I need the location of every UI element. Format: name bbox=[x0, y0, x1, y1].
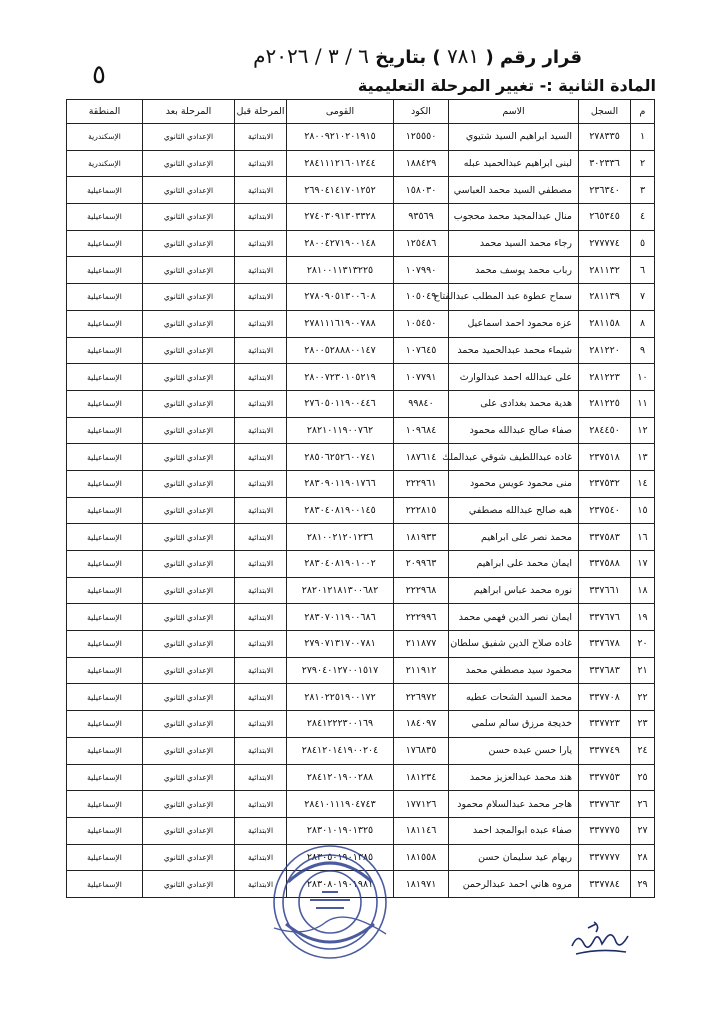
header-stage-after: المرحلة بعد bbox=[143, 100, 235, 124]
row-stage-after: الإعدادي الثانوي bbox=[143, 204, 235, 231]
row-national-id: ٢٨٢١٠١١٩٠٠٧٦٢ bbox=[287, 417, 394, 444]
row-stage-before: الابتدائية bbox=[235, 284, 287, 311]
header-register: السجل bbox=[579, 100, 631, 124]
table-row bbox=[67, 230, 655, 257]
row-region: الإسكندرية bbox=[67, 124, 143, 151]
row-register: ٣٣٧٥٨٨ bbox=[579, 551, 631, 578]
row-code: ١٠٧٦٤٥ bbox=[394, 337, 449, 364]
row-code: ١٨١٩٧١ bbox=[394, 871, 449, 898]
row-region: الإسماعيلية bbox=[67, 844, 143, 871]
row-code: ٢٢٢٩٦١ bbox=[394, 470, 449, 497]
row-code: ١٨١٩٣٣ bbox=[394, 524, 449, 551]
table-row bbox=[67, 444, 655, 471]
row-national-id: ٢٨٣٠٨٠١٩٠١٩٨١ bbox=[287, 871, 394, 898]
row-index: ٢٤ bbox=[631, 737, 655, 764]
decree-prefix: قرار رقم ( bbox=[485, 47, 582, 68]
row-stage-after: الإعدادي الثانوي bbox=[143, 177, 235, 204]
row-national-id: ٢٨٣٠٤٠٨١٩٠٠١٤٥ bbox=[287, 497, 394, 524]
row-national-id: ٢٨٣٠٩٠١١٩٠١٧٦٦ bbox=[287, 470, 394, 497]
row-national-id: ٢٨٥٠٦٢٥٢٦٠٠٧٤١ bbox=[287, 444, 394, 471]
table-row bbox=[67, 417, 655, 444]
article-title: المادة الثانية :- تغيير المرحلة التعليمية bbox=[357, 76, 656, 95]
row-name: عزه محمود احمد اسماعيل bbox=[449, 310, 579, 337]
row-code: ٢١١٩١٢ bbox=[394, 657, 449, 684]
table-row bbox=[67, 364, 655, 391]
row-name: هاجر محمد عبدالسلام محمود bbox=[449, 791, 579, 818]
row-name: هدية محمد بغدادى على bbox=[449, 390, 579, 417]
row-stage-before: الابتدائية bbox=[235, 844, 287, 871]
row-stage-before: الابتدائية bbox=[235, 230, 287, 257]
row-region: الإسماعيلية bbox=[67, 737, 143, 764]
row-code: ١٥٨٠٣٠ bbox=[394, 177, 449, 204]
row-stage-after: الإعدادي الثانوي bbox=[143, 657, 235, 684]
row-stage-before: الابتدائية bbox=[235, 817, 287, 844]
row-national-id: ٢٨٤١١١٢١٦٠١٢٤٤ bbox=[287, 150, 394, 177]
official-stamp bbox=[266, 842, 396, 966]
row-stage-after: الإعدادي الثانوي bbox=[143, 310, 235, 337]
row-region: الإسماعيلية bbox=[67, 524, 143, 551]
table-row bbox=[67, 337, 655, 364]
row-region: الإسماعيلية bbox=[67, 204, 143, 231]
header-row bbox=[67, 100, 655, 124]
row-region: الإسماعيلية bbox=[67, 390, 143, 417]
row-name: مروه هاني احمد عبدالرحمن bbox=[449, 871, 579, 898]
table-row bbox=[67, 577, 655, 604]
table-row bbox=[67, 124, 655, 151]
row-index: ٢٧ bbox=[631, 817, 655, 844]
row-code: ١٨١١٤٦ bbox=[394, 817, 449, 844]
row-stage-after: الإعدادي الثانوي bbox=[143, 817, 235, 844]
row-code: ١٧٧١٢٦ bbox=[394, 791, 449, 818]
row-stage-before: الابتدائية bbox=[235, 871, 287, 898]
row-national-id: ٢٧٦٠٥٠١١٩٠٠٤٤٦ bbox=[287, 390, 394, 417]
row-region: الإسماعيلية bbox=[67, 444, 143, 471]
row-region: الإسماعيلية bbox=[67, 284, 143, 311]
row-index: ١١ bbox=[631, 390, 655, 417]
row-index: ٦ bbox=[631, 257, 655, 284]
table-row bbox=[67, 150, 655, 177]
row-stage-before: الابتدائية bbox=[235, 444, 287, 471]
row-index: ٢١ bbox=[631, 657, 655, 684]
row-index: ٨ bbox=[631, 310, 655, 337]
row-region: الإسماعيلية bbox=[67, 657, 143, 684]
row-name: شيماء محمد عبدالحميد محمد bbox=[449, 337, 579, 364]
row-index: ١٠ bbox=[631, 364, 655, 391]
row-stage-after: الإعدادي الثانوي bbox=[143, 684, 235, 711]
row-stage-before: الابتدائية bbox=[235, 470, 287, 497]
row-register: ٢٣٧٥٣٢ bbox=[579, 470, 631, 497]
row-code: ١٧٦٨٣٥ bbox=[394, 737, 449, 764]
table-row bbox=[67, 711, 655, 738]
row-stage-after: الإعدادي الثانوي bbox=[143, 711, 235, 738]
row-register: ٢٧٧٧٧٤ bbox=[579, 230, 631, 257]
row-name: مصطفي السيد محمد العباسي bbox=[449, 177, 579, 204]
row-code: ١٠٧٧٩١ bbox=[394, 364, 449, 391]
row-stage-before: الابتدائية bbox=[235, 417, 287, 444]
row-region: الإسماعيلية bbox=[67, 364, 143, 391]
row-name: محمد نصر على ابراهيم bbox=[449, 524, 579, 551]
row-name: السيد ابراهيم السيد شتيوي bbox=[449, 124, 579, 151]
row-name: غاده صلاح الدين شفيق سلطان bbox=[449, 631, 579, 658]
row-stage-before: الابتدائية bbox=[235, 791, 287, 818]
row-name: رجاء محمد السيد محمد bbox=[449, 230, 579, 257]
row-region: الإسماعيلية bbox=[67, 497, 143, 524]
row-stage-after: الإعدادي الثانوي bbox=[143, 577, 235, 604]
row-stage-after: الإعدادي الثانوي bbox=[143, 150, 235, 177]
table-row bbox=[67, 257, 655, 284]
row-national-id: ٢٨٣٠٥٠١٩٠١٣٨٥ bbox=[287, 844, 394, 871]
decree-number: ٧٨١ bbox=[446, 44, 480, 68]
row-code: ١٨١٥٥٨ bbox=[394, 844, 449, 871]
row-register: ٢٧٨٣٣٥ bbox=[579, 124, 631, 151]
row-region: الإسماعيلية bbox=[67, 764, 143, 791]
row-index: ٣ bbox=[631, 177, 655, 204]
row-code: ١٨٨٤٢٩ bbox=[394, 150, 449, 177]
row-register: ٣٣٧٦٨٣ bbox=[579, 657, 631, 684]
row-register: ٣٠٢٣٣٦ bbox=[579, 150, 631, 177]
row-stage-after: الإعدادي الثانوي bbox=[143, 791, 235, 818]
row-register: ٣٣٧٦٧٦ bbox=[579, 604, 631, 631]
row-stage-before: الابتدائية bbox=[235, 551, 287, 578]
row-name: على عبدالله احمد عبدالوارث bbox=[449, 364, 579, 391]
row-index: ١٨ bbox=[631, 577, 655, 604]
row-national-id: ٢٦٩٠٤١٤١٧٠١٢٥٢ bbox=[287, 177, 394, 204]
row-region: الإسماعيلية bbox=[67, 817, 143, 844]
row-national-id: ٢٨٠٠٩٢١٠٢٠١٩١٥ bbox=[287, 124, 394, 151]
row-register: ٣٣٧٦٦١ bbox=[579, 577, 631, 604]
row-region: الإسماعيلية bbox=[67, 417, 143, 444]
row-stage-after: الإعدادي الثانوي bbox=[143, 497, 235, 524]
row-stage-after: الإعدادي الثانوي bbox=[143, 871, 235, 898]
row-national-id: ٢٨٤١٢٢٢٣٠٠١٦٩ bbox=[287, 711, 394, 738]
row-national-id: ٢٨٠٠٥٢٨٨٨٠٠١٤٧ bbox=[287, 337, 394, 364]
row-region: الإسماعيلية bbox=[67, 551, 143, 578]
row-national-id: ٢٨٠٠٤٢٧١٩٠٠١٤٨ bbox=[287, 230, 394, 257]
row-national-id: ٢٨١٠٠٢١٢٠١٢٣٦ bbox=[287, 524, 394, 551]
row-register: ٣٣٧٧٧٧ bbox=[579, 844, 631, 871]
row-stage-before: الابتدائية bbox=[235, 150, 287, 177]
decree-date: ٦ / ٣ / ٢٠٢٦م bbox=[253, 44, 369, 68]
header-name: الاسم bbox=[449, 100, 579, 124]
row-index: ٢٢ bbox=[631, 684, 655, 711]
row-national-id: ٢٧٤٠٣٠٩١٣٠٣٣٢٨ bbox=[287, 204, 394, 231]
row-stage-after: الإعدادي الثانوي bbox=[143, 444, 235, 471]
table-row bbox=[67, 551, 655, 578]
row-stage-before: الابتدائية bbox=[235, 524, 287, 551]
row-register: ٣٣٧٧٥٣ bbox=[579, 764, 631, 791]
row-stage-before: الابتدائية bbox=[235, 711, 287, 738]
row-name: لبنى ابراهيم عبدالحميد عبله bbox=[449, 150, 579, 177]
row-code: ١٠٧٩٩٠ bbox=[394, 257, 449, 284]
table-row bbox=[67, 204, 655, 231]
page-number: ٥ bbox=[92, 60, 106, 90]
row-stage-after: الإعدادي الثانوي bbox=[143, 124, 235, 151]
row-register: ٣٣٧٦٧٨ bbox=[579, 631, 631, 658]
row-national-id: ٢٨٣٠١٠١٩٠١٣٢٥ bbox=[287, 817, 394, 844]
row-stage-after: الإعدادي الثانوي bbox=[143, 604, 235, 631]
row-code: ١٨١٢٣٤ bbox=[394, 764, 449, 791]
table-row bbox=[67, 791, 655, 818]
row-index: ٢٩ bbox=[631, 871, 655, 898]
row-stage-after: الإعدادي الثانوي bbox=[143, 524, 235, 551]
row-index: ٢٣ bbox=[631, 711, 655, 738]
row-stage-after: الإعدادي الثانوي bbox=[143, 230, 235, 257]
row-register: ٣٣٧٧٠٨ bbox=[579, 684, 631, 711]
row-register: ٣٣٧٧٧٥ bbox=[579, 817, 631, 844]
row-index: ٢٠ bbox=[631, 631, 655, 658]
row-stage-after: الإعدادي الثانوي bbox=[143, 737, 235, 764]
row-region: الإسماعيلية bbox=[67, 604, 143, 631]
header-national-id: القومى bbox=[287, 100, 394, 124]
row-national-id: ٢٨١٠٠١١٣١٣٢٢٥ bbox=[287, 257, 394, 284]
row-code: ٢١١٨٧٧ bbox=[394, 631, 449, 658]
row-region: الإسماعيلية bbox=[67, 791, 143, 818]
row-index: ١٣ bbox=[631, 444, 655, 471]
row-region: الإسماعيلية bbox=[67, 470, 143, 497]
row-index: ٧ bbox=[631, 284, 655, 311]
row-national-id: ٢٨٠٠٧٢٣٠١٠٥٢١٩ bbox=[287, 364, 394, 391]
row-name: ايمان نصر الدين فهمي محمد bbox=[449, 604, 579, 631]
table-row bbox=[67, 284, 655, 311]
row-stage-after: الإعدادي الثانوي bbox=[143, 764, 235, 791]
row-register: ٢٦٥٣٤٥ bbox=[579, 204, 631, 231]
row-stage-before: الابتدائية bbox=[235, 310, 287, 337]
row-code: ٩٣٥٦٩ bbox=[394, 204, 449, 231]
row-register: ٣٣٧٧٤٩ bbox=[579, 737, 631, 764]
row-register: ٢٣٦٣٤٠ bbox=[579, 177, 631, 204]
table-row bbox=[67, 817, 655, 844]
row-register: ٢٨٤٤٥٠ bbox=[579, 417, 631, 444]
row-stage-after: الإعدادي الثانوي bbox=[143, 844, 235, 871]
row-index: ١٢ bbox=[631, 417, 655, 444]
row-region: الإسماعيلية bbox=[67, 337, 143, 364]
row-stage-before: الابتدائية bbox=[235, 604, 287, 631]
row-register: ٣٣٧٥٨٣ bbox=[579, 524, 631, 551]
row-stage-before: الابتدائية bbox=[235, 204, 287, 231]
row-stage-after: الإعدادي الثانوي bbox=[143, 390, 235, 417]
row-region: الإسكندرية bbox=[67, 150, 143, 177]
header-code: الكود bbox=[394, 100, 449, 124]
row-national-id: ٢٧٨١١١٦١٩٠٠٧٨٨ bbox=[287, 310, 394, 337]
row-name: غاده عبداللطيف شوقي عبدالملك bbox=[449, 444, 579, 471]
row-stage-before: الابتدائية bbox=[235, 764, 287, 791]
row-code: ١٨٧٦١٤ bbox=[394, 444, 449, 471]
row-national-id: ٢٨٤١٢٠١٤١٩٠٠٢٠٤ bbox=[287, 737, 394, 764]
row-stage-before: الابتدائية bbox=[235, 684, 287, 711]
row-stage-after: الإعدادي الثانوي bbox=[143, 631, 235, 658]
row-index: ٢٥ bbox=[631, 764, 655, 791]
decree-date-label: ) بتاريخ bbox=[375, 47, 441, 68]
row-name: هند محمد عبدالعزيز محمد bbox=[449, 764, 579, 791]
row-index: ١٤ bbox=[631, 470, 655, 497]
table-row bbox=[67, 470, 655, 497]
row-name: يارا حسن عبده حسن bbox=[449, 737, 579, 764]
row-national-id: ٢٧٩٠٧١٣١٧٠٠٧٨١ bbox=[287, 631, 394, 658]
table-row bbox=[67, 737, 655, 764]
table-row bbox=[67, 497, 655, 524]
row-name: هبه صالح عبدالله مصطفي bbox=[449, 497, 579, 524]
row-stage-before: الابتدائية bbox=[235, 124, 287, 151]
row-index: ١ bbox=[631, 124, 655, 151]
row-region: الإسماعيلية bbox=[67, 871, 143, 898]
table-row bbox=[67, 631, 655, 658]
row-name: صفاء صالح عبدالله محمود bbox=[449, 417, 579, 444]
row-register: ٣٣٧٧٢٣ bbox=[579, 711, 631, 738]
row-register: ٢٣٧٥١٨ bbox=[579, 444, 631, 471]
row-name: محمد السيد الشحات عطيه bbox=[449, 684, 579, 711]
row-index: ٢٦ bbox=[631, 791, 655, 818]
row-region: الإسماعيلية bbox=[67, 230, 143, 257]
row-national-id: ٢٨٣٠٤٠٨١٩٠١٠٠٢ bbox=[287, 551, 394, 578]
row-stage-before: الابتدائية bbox=[235, 364, 287, 391]
row-name: خديجة مرزق سالم سلمي bbox=[449, 711, 579, 738]
table-row bbox=[67, 604, 655, 631]
row-national-id: ٢٨١٠٢٢٥١٩٠٠١٧٢ bbox=[287, 684, 394, 711]
table-row bbox=[67, 310, 655, 337]
row-stage-before: الابتدائية bbox=[235, 497, 287, 524]
row-index: ١٦ bbox=[631, 524, 655, 551]
header-stage-before: المرحلة قبل bbox=[235, 100, 287, 124]
row-name: ريهام عيد سليمان حسن bbox=[449, 844, 579, 871]
header-index: م bbox=[631, 100, 655, 124]
table-row bbox=[67, 390, 655, 417]
row-region: الإسماعيلية bbox=[67, 310, 143, 337]
row-code: ٢٢٢٨١٥ bbox=[394, 497, 449, 524]
row-register: ٢٨١٢٢٥ bbox=[579, 390, 631, 417]
row-code: ١٠٥٤٥٠ bbox=[394, 310, 449, 337]
row-national-id: ٢٨٢٠١٢١٨١٣٠٠٦٨٢ bbox=[287, 577, 394, 604]
row-code: ٢٢٢٩٩٦ bbox=[394, 604, 449, 631]
row-stage-after: الإعدادي الثانوي bbox=[143, 364, 235, 391]
row-stage-after: الإعدادي الثانوي bbox=[143, 284, 235, 311]
row-register: ٣٣٧٧٦٣ bbox=[579, 791, 631, 818]
row-index: ٢٨ bbox=[631, 844, 655, 871]
row-region: الإسماعيلية bbox=[67, 577, 143, 604]
row-code: ١٨٤٠٩٧ bbox=[394, 711, 449, 738]
row-stage-after: الإعدادي الثانوي bbox=[143, 551, 235, 578]
row-stage-before: الابتدائية bbox=[235, 337, 287, 364]
header-region: المنطقة bbox=[67, 100, 143, 124]
handwritten-signature bbox=[566, 918, 636, 962]
row-index: ١٥ bbox=[631, 497, 655, 524]
row-stage-after: الإعدادي الثانوي bbox=[143, 337, 235, 364]
row-name: سماح عطوة عبد المطلب عبدالفتاح bbox=[449, 284, 579, 311]
table-row bbox=[67, 657, 655, 684]
row-index: ٩ bbox=[631, 337, 655, 364]
row-index: ٤ bbox=[631, 204, 655, 231]
row-register: ٢٨١١٣٢ bbox=[579, 257, 631, 284]
row-index: ٥ bbox=[631, 230, 655, 257]
row-stage-before: الابتدائية bbox=[235, 257, 287, 284]
row-national-id: ٢٨٤١٢٠١٩٠٠٢٨٨ bbox=[287, 764, 394, 791]
row-code: ٩٩٨٤٠ bbox=[394, 390, 449, 417]
row-name: منى محمود عويس محمود bbox=[449, 470, 579, 497]
row-national-id: ٢٧٩٠٤٠١٢٧٠٠١٥١٧ bbox=[287, 657, 394, 684]
table-row bbox=[67, 524, 655, 551]
row-region: الإسماعيلية bbox=[67, 177, 143, 204]
row-code: ٢٢٢٩٦٨ bbox=[394, 577, 449, 604]
row-region: الإسماعيلية bbox=[67, 711, 143, 738]
row-region: الإسماعيلية bbox=[67, 684, 143, 711]
row-national-id: ٢٨٤١٠١١١٩٠٤٧٤٣ bbox=[287, 791, 394, 818]
row-stage-before: الابتدائية bbox=[235, 577, 287, 604]
row-name: محمود سيد مصطفي محمد bbox=[449, 657, 579, 684]
row-register: ٢٣٧٥٤٠ bbox=[579, 497, 631, 524]
row-stage-before: الابتدائية bbox=[235, 390, 287, 417]
row-name: ايمان محمد على ابراهيم bbox=[449, 551, 579, 578]
row-name: منال عبدالمجيد محمد محجوب bbox=[449, 204, 579, 231]
row-register: ٢٨١١٥٨ bbox=[579, 310, 631, 337]
row-index: ١٧ bbox=[631, 551, 655, 578]
row-code: ١٢٥٥٥٠ bbox=[394, 124, 449, 151]
table-row bbox=[67, 764, 655, 791]
row-register: ٣٣٧٧٨٤ bbox=[579, 871, 631, 898]
row-index: ٢ bbox=[631, 150, 655, 177]
row-code: ١٠٩٦٨٤ bbox=[394, 417, 449, 444]
row-national-id: ٢٨٣٠٧٠١١٩٠٠٦٨٦ bbox=[287, 604, 394, 631]
row-stage-before: الابتدائية bbox=[235, 631, 287, 658]
table-row bbox=[67, 684, 655, 711]
row-region: الإسماعيلية bbox=[67, 631, 143, 658]
row-name: صفاء عبده ابوالمجد احمد bbox=[449, 817, 579, 844]
decree-line bbox=[253, 44, 582, 68]
row-stage-before: الابتدائية bbox=[235, 657, 287, 684]
row-register: ٢٨١٢٢٣ bbox=[579, 364, 631, 391]
row-region: الإسماعيلية bbox=[67, 257, 143, 284]
row-register: ٢٨١٢٢٠ bbox=[579, 337, 631, 364]
table-row bbox=[67, 177, 655, 204]
row-register: ٢٨١١٣٩ bbox=[579, 284, 631, 311]
row-stage-before: الابتدائية bbox=[235, 737, 287, 764]
row-stage-after: الإعدادي الثانوي bbox=[143, 417, 235, 444]
row-stage-after: الإعدادي الثانوي bbox=[143, 257, 235, 284]
row-national-id: ٢٧٨٠٩٠٥١٣٠٠٦٠٨ bbox=[287, 284, 394, 311]
row-name: نوره محمد عباس ابراهيم bbox=[449, 577, 579, 604]
row-name: رباب محمد يوسف محمد bbox=[449, 257, 579, 284]
row-code: ١٠٥٠٤٩ bbox=[394, 284, 449, 311]
row-code: ١٢٥٤٨٦ bbox=[394, 230, 449, 257]
row-stage-before: الابتدائية bbox=[235, 177, 287, 204]
transfer-table bbox=[66, 99, 655, 898]
row-stage-after: الإعدادي الثانوي bbox=[143, 470, 235, 497]
row-code: ٢٠٩٩٦٣ bbox=[394, 551, 449, 578]
row-index: ١٩ bbox=[631, 604, 655, 631]
row-code: ٢٢٦٩٧٢ bbox=[394, 684, 449, 711]
